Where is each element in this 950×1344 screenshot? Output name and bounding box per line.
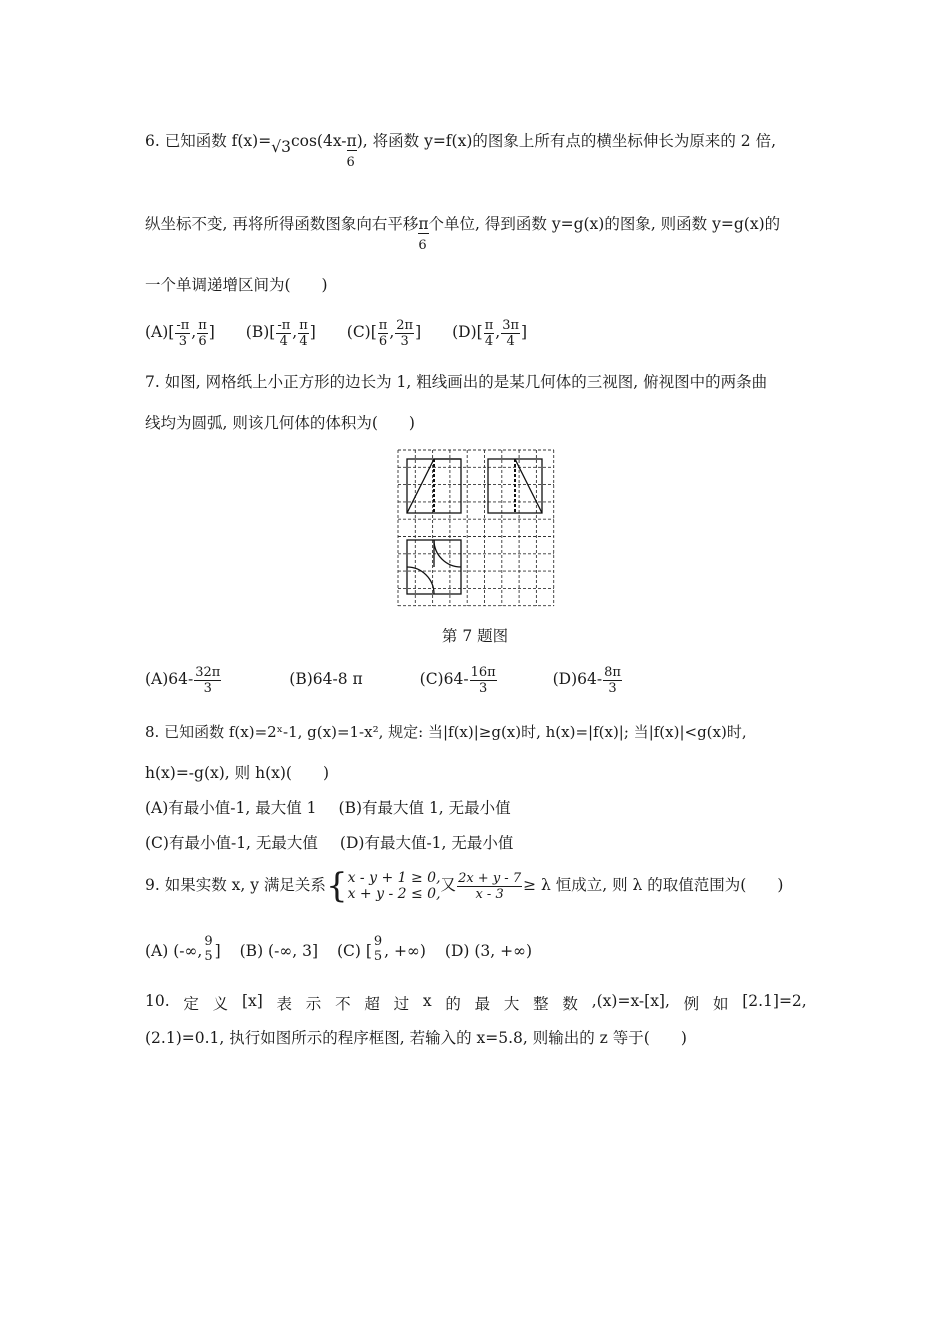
system-brace: { [325, 866, 348, 906]
q10-word: [2.1]=2, [742, 992, 807, 1010]
q6-line2 [145, 214, 781, 253]
q6-text-a: 6. 已知函数 f(x)= [145, 132, 272, 150]
q10-word: 10. [145, 992, 170, 1010]
q9-suffix: ≥ λ 恒成立, 则 λ 的取值范围为( ) [523, 876, 784, 894]
q10-word: 最 [474, 995, 491, 1013]
q6-line1 [145, 131, 777, 170]
q10-word: x [422, 992, 432, 1010]
q7-line1: 7. 如图, 网格纸上小正方形的边长为 1, 粗线画出的是某几何体的三视图, 俯视图中的两条曲 [145, 373, 768, 391]
top-view-arc-upper [434, 540, 461, 567]
q7-option-b: (B)64-8 π [289, 670, 363, 688]
q7-option-d: (D)64- $\frac{8\pi}{3}$ [552, 664, 621, 696]
q6-line3: 一个单调递增区间为( ) [145, 276, 328, 294]
q8-option-d: (D)有最大值-1, 无最小值 [339, 834, 514, 852]
q10-line1 [145, 992, 807, 1014]
inequality-system: x - y + 1 ≥ 0, x + y - 2 ≤ 0, [347, 870, 441, 902]
q10-word: 超 [364, 995, 380, 1013]
q8-option-a: (A)有最小值-1, 最大值 1 [145, 799, 317, 817]
q9-option-c: (C) [ 9 5 , +∞) [336, 934, 426, 964]
sqrt3: √3 [271, 138, 291, 156]
q9-options [145, 934, 558, 968]
q8-line1: 8. 已知函数 f(x)=2ˣ-1, g(x)=1-x², 规定: 当|f(x)|≥g(x)时, h(x)=|f(x)|; 当|f(x)|<g(x)时, [145, 723, 747, 741]
q6-option-d: (D)[ $\frac{\pi}{4}$ , $\frac{3\pi}{4}$ ] [452, 317, 528, 349]
pi-over-6: π 6 [346, 132, 357, 170]
q6-text-e: 个单位, 得到函数 y=g(x)的图象, 则函数 y=g(x)的 [428, 215, 781, 233]
q10-line2: (2.1)=0.1, 执行如图所示的程序框图, 若输入的 x=5.8, 则输出的 z 等于( ) [145, 1029, 687, 1047]
q6-option-b: (B)[ $\frac{-\pi}{4}$ , $\frac{\pi}{4}$ ] [245, 317, 316, 349]
q10-word: [x] [241, 992, 263, 1010]
q7-line2: 线均为圆弧, 则该几何体的体积为( ) [145, 414, 415, 432]
q8-options-row1 [145, 798, 511, 818]
q9-you: 又 [440, 876, 457, 894]
q10-word: 示 [305, 995, 322, 1013]
q8-options-row2 [145, 833, 513, 853]
q10-word: 例 [683, 995, 700, 1013]
three-view-figure [395, 447, 557, 609]
q8-option-c: (C)有最小值-1, 无最大值 [145, 834, 318, 852]
q10-word: 过 [393, 995, 410, 1013]
q9-fraction: $\frac{2x + y - 7}{x - 3}$ [458, 870, 522, 902]
q6-option-a: (A)[ $\frac{-\pi}{3}$ , $\frac{\pi}{6}$ ] [145, 317, 215, 349]
q10-word: 的 [445, 995, 461, 1013]
q9-option-d: (D) (3, +∞) [444, 942, 533, 960]
q9-option-a: (A) (-∞, 9 5 ] [145, 934, 221, 964]
q9-line1 [145, 866, 784, 906]
q8-option-b: (B)有最大值 1, 无最小值 [338, 799, 511, 817]
q10-word: 表 [276, 995, 293, 1013]
q10-word: 数 [562, 995, 578, 1013]
q7-options [145, 662, 649, 696]
q6-text-c: ), 将函数 y=f(x)的图象上所有点的横坐标伸长为原来的 2 倍, [356, 132, 777, 150]
q10-word: 整 [533, 995, 549, 1013]
q8-line2: h(x)=-g(x), 则 h(x)( ) [145, 764, 329, 782]
q10-word: 如 [712, 995, 729, 1013]
figure-caption: 第 7 题图 [441, 627, 509, 645]
q9-option-b: (B) (-∞, 3] [239, 942, 318, 960]
q10-word: 义 [212, 995, 229, 1013]
q9-prefix: 9. 如果实数 x, y 满足关系 [145, 876, 326, 894]
q6-option-c: (C)[ $\frac{\pi}{6}$ , $\frac{2\pi}{3}$ ] [346, 317, 422, 349]
q6-text-d: 纵坐标不变, 再将所得函数图象向右平移 [145, 215, 419, 233]
q6-options [145, 316, 553, 349]
q7-option-a: (A)64- $\frac{32\pi}{3}$ [145, 664, 221, 696]
q6-text-b: cos(4x- [290, 132, 347, 150]
q10-word: 不 [335, 995, 351, 1013]
pi-over-6-shift: π 6 [418, 215, 429, 253]
q7-option-c: (C)64- $\frac{16\pi}{3}$ [419, 664, 496, 696]
q10-word: 定 [183, 995, 199, 1013]
q10-word: 大 [503, 995, 520, 1013]
q10-word: ,(x)=x-[x], [591, 992, 670, 1010]
